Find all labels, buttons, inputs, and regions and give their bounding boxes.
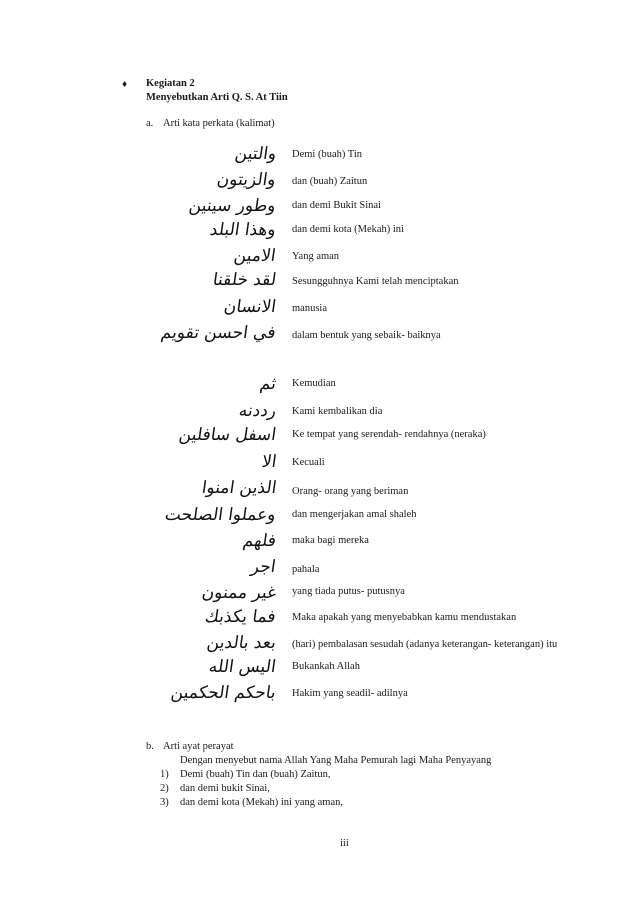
word-meaning: Kami kembalikan dia (292, 406, 383, 417)
arabic-word: الذين امنوا (200, 478, 278, 498)
verse-translation: dan demi bukit Sinai, (180, 783, 270, 794)
verse-number: 2) (160, 783, 169, 794)
verse-number: 1) (160, 769, 169, 780)
part-b-marker: b. (146, 741, 154, 752)
word-meaning: maka bagi mereka (292, 535, 369, 546)
word-meaning: dan demi kota (Mekah) ini (292, 224, 404, 235)
arabic-word: وهذا البلد (208, 220, 278, 240)
word-meaning: Demi (buah) Tin (292, 149, 363, 160)
bullet-diamond-icon: ♦ (122, 79, 128, 90)
verse-number: 3) (160, 797, 169, 808)
arabic-word: ثم (258, 374, 278, 394)
arabic-word: الانسان (222, 297, 278, 317)
arabic-word: والتين (233, 144, 278, 164)
arabic-word: لقد خلقنا (211, 270, 278, 290)
basmalah-translation: Dengan menyebut nama Allah Yang Maha Pemurah lagi Maha Penyayang (180, 755, 492, 766)
word-meaning: dalam bentuk yang sebaik- baiknya (292, 330, 441, 341)
word-meaning: Bukankah Allah (292, 661, 360, 672)
word-meaning: yang tiada putus- putusnya (292, 586, 405, 597)
section-subtitle: Menyebutkan Arti Q. S. At Tiin (146, 92, 288, 103)
word-meaning: Sesungguhnya Kami telah menciptakan (292, 276, 459, 287)
word-meaning: Orang- orang yang beriman (292, 486, 409, 497)
arabic-word: غير ممنون (200, 583, 278, 603)
verse-translation: dan demi kota (Mekah) ini yang aman, (180, 797, 343, 808)
word-meaning: Hakim yang seadil- adilnya (292, 688, 408, 699)
word-meaning: Kecuali (292, 457, 325, 468)
arabic-word: باحكم الحكمين (169, 683, 278, 703)
arabic-word: الامين (232, 246, 278, 266)
word-meaning: pahala (292, 564, 320, 575)
part-b-heading: Arti ayat perayat (163, 741, 234, 752)
arabic-word: فما يكذبك (203, 607, 278, 627)
word-meaning: dan (buah) Zaitun (292, 176, 368, 187)
word-meaning: (hari) pembalasan sesudah (adanya keterangan- keterangan) itu (292, 639, 558, 650)
word-meaning: Yang aman (292, 251, 340, 262)
word-meaning: dan mengerjakan amal shaleh (292, 509, 417, 520)
word-meaning: dan demi Bukit Sinai (292, 200, 381, 211)
word-meaning: Maka apakah yang menyebabkan kamu mendustakan (292, 612, 517, 623)
arabic-word: بعد بالدين (205, 633, 278, 653)
arabic-word: في احسن تقويم (159, 323, 278, 343)
arabic-word: اجر (249, 557, 278, 577)
verse-translation: Demi (buah) Tin dan (buah) Zaitun, (180, 769, 331, 780)
arabic-word: اسفل سافلين (177, 425, 278, 445)
word-meaning: manusia (292, 303, 327, 314)
arabic-word: رددنه (237, 401, 278, 421)
part-a-marker: a. (146, 118, 154, 129)
arabic-word: والزيتون (215, 170, 278, 190)
arabic-word: اليس الله (207, 657, 278, 677)
arabic-word: فلهم (241, 531, 278, 551)
arabic-word: الا (260, 452, 278, 472)
word-meaning: Kemudian (292, 378, 336, 389)
arabic-word: وطور سينين (187, 196, 278, 216)
word-meaning: Ke tempat yang serendah- rendahnya (neraka) (292, 429, 486, 440)
part-a-heading: Arti kata perkata (kalimat) (163, 118, 275, 129)
arabic-word: وعملوا الصلحت (163, 505, 278, 525)
section-title: Kegiatan 2 (146, 78, 195, 89)
page-number: iii (340, 838, 349, 849)
